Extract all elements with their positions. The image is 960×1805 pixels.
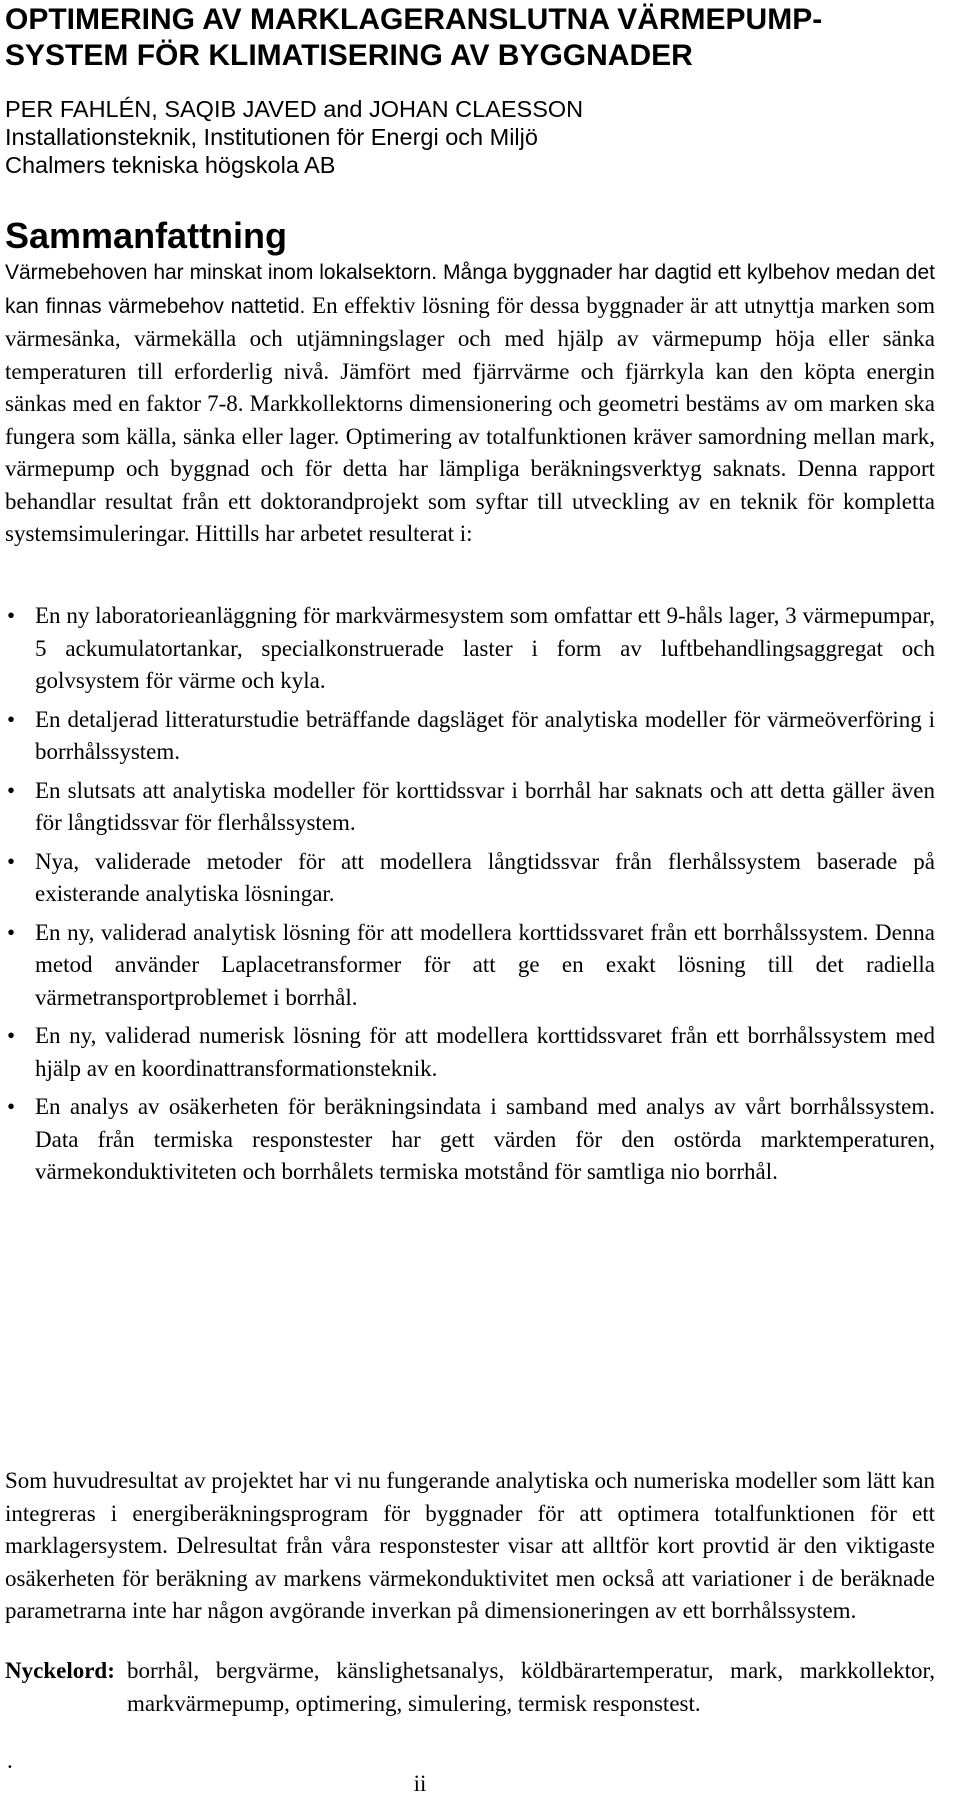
list-item-text: En ny, validerad analytisk lösning för att modellera korttidssvaret från ett borrhålssystem. Denna metod använder Laplacetransformer för att ge en exakt lösning till det radiella värmetransportproblemet i borrhål.: [35, 919, 935, 1010]
list-item-text: En detaljerad litteraturstudie beträffande dagsläget för analytiska modeller för värmeöverföring i borrhålssystem.: [35, 706, 935, 764]
list-item: [5, 704, 935, 769]
affiliation-institution: Chalmers tekniska högskola AB: [5, 152, 336, 178]
list-item-text: En ny, validerad numerisk lösning för att modellera korttidssvaret från ett borrhålssystem med hjälp av en koordinattransformationsteknik.: [35, 1023, 935, 1081]
bullet-marker: •: [7, 1094, 16, 1119]
abstract-intro: Värmebehoven har minskat inom lokalsektorn. Många byggnader har dagtid ett kylbehov medan det kan finnas värmebehov nattetid.: [5, 261, 935, 318]
bullet-marker: •: [7, 919, 16, 945]
page-number: ii: [413, 1771, 427, 1796]
list-item: [5, 775, 935, 840]
bullet-marker: •: [7, 777, 16, 803]
list-item: [5, 917, 935, 1015]
affiliation-department: Installationsteknik, Institutionen för Energi och Miljö: [5, 124, 538, 150]
bullet-marker: •: [7, 1023, 16, 1048]
keywords-text: borrhål, bergvärme, känslighetsanalys, köldbärartemperatur, mark, markkollektor, markvärmepump, optimering, simulering, termisk responstest.: [127, 1658, 935, 1716]
keywords-label: Nyckelord:: [5, 1658, 115, 1683]
bullet-marker: •: [7, 848, 16, 874]
list-item-text: En analys av osäkerheten för beräkningsindata i samband med analys av vårt borrhålssystem. Data från termiska responstester har gett värden för den ostörda marktemperaturen, värmekonduktiviteten och borrhålets termiska motstånd för samtliga nio borrhål.: [35, 1094, 935, 1184]
results-list: [5, 600, 935, 1195]
list-item: [5, 600, 935, 698]
list-item-text: En slutsats att analytiska modeller för korttidssvar i borrhål har saknats och att detta gäller även för långtidssvar för flerhålssystem.: [35, 777, 935, 835]
abstract-paragraph: [5, 256, 935, 551]
list-item: [5, 1091, 935, 1189]
list-item: [5, 846, 935, 911]
list-item: [5, 1020, 935, 1085]
main-result-paragraph: Som huvudresultat av projektet har vi nu fungerande analytiska och numeriska modeller som lätt kan integreras i energiberäkningsprogram för byggnader för att optimera totalfunktionen för ett marklagersystem. Delresultat från våra responstester visar att alltför kort provtid är den viktigaste osäkerheten för beräkning av markens värmekonduktivitet men också att variationer i de beräknade parametrarna inte har någon avgörande inverkan på dimensioneringen av ett borrhålssystem.: [5, 1468, 935, 1623]
abstract-body: En effektiv lösning för dessa byggnader är att utnyttja marken som värmesänka, värmekälla och utjämningslager och med hjälp av värmepump höja eller sänka temperaturen till erforderlig nivå. Jämfört med fjärrvärme och fjärrkyla kan den köpta energin sänkas med en faktor 7-8. Markkollektorns dimensionering och geometri bestäms av om marken ska fungera som källa, sänka eller lager. Optimering av totalfunktionen kräver samordning mellan mark, värmepump och byggnad och för detta har lämpliga beräkningsverktyg saknats. Denna rapport behandlar resultat från ett doktorandprojekt som syftar till utveckling av en teknik för kompletta systemsimuleringar. Hittills har arbetet resulterat i:: [5, 292, 936, 546]
bullet-marker: •: [7, 706, 16, 732]
section-heading: Sammanfattning: [5, 215, 288, 256]
document-title: OPTIMERING AV MARKLAGERANSLUTNA VÄRMEPUMP-SYSTEM FÖR KLIMATISERING AV BYGGNADER: [5, 3, 823, 72]
bullet-marker: •: [7, 603, 16, 628]
author-block: [5, 95, 583, 179]
stray-period: .: [7, 1748, 13, 1773]
list-item-text: Nya, validerade metoder för att modellera långtidssvar från flerhålssystem baserade på existerande analytiska lösningar.: [35, 848, 935, 906]
keywords-block: [5, 1655, 935, 1720]
list-item-text: En ny laboratorieanläggning för markvärmesystem som omfattar ett 9-håls lager, 3 värmepumpar, 5 ackumulatortankar, specialkonstruerade laster i form av luftbehandlingsaggregat och golvsystem för värme och kyla.: [35, 603, 935, 693]
author-names: PER FAHLÉN, SAQIB JAVED and JOHAN CLAESSON: [5, 96, 584, 122]
